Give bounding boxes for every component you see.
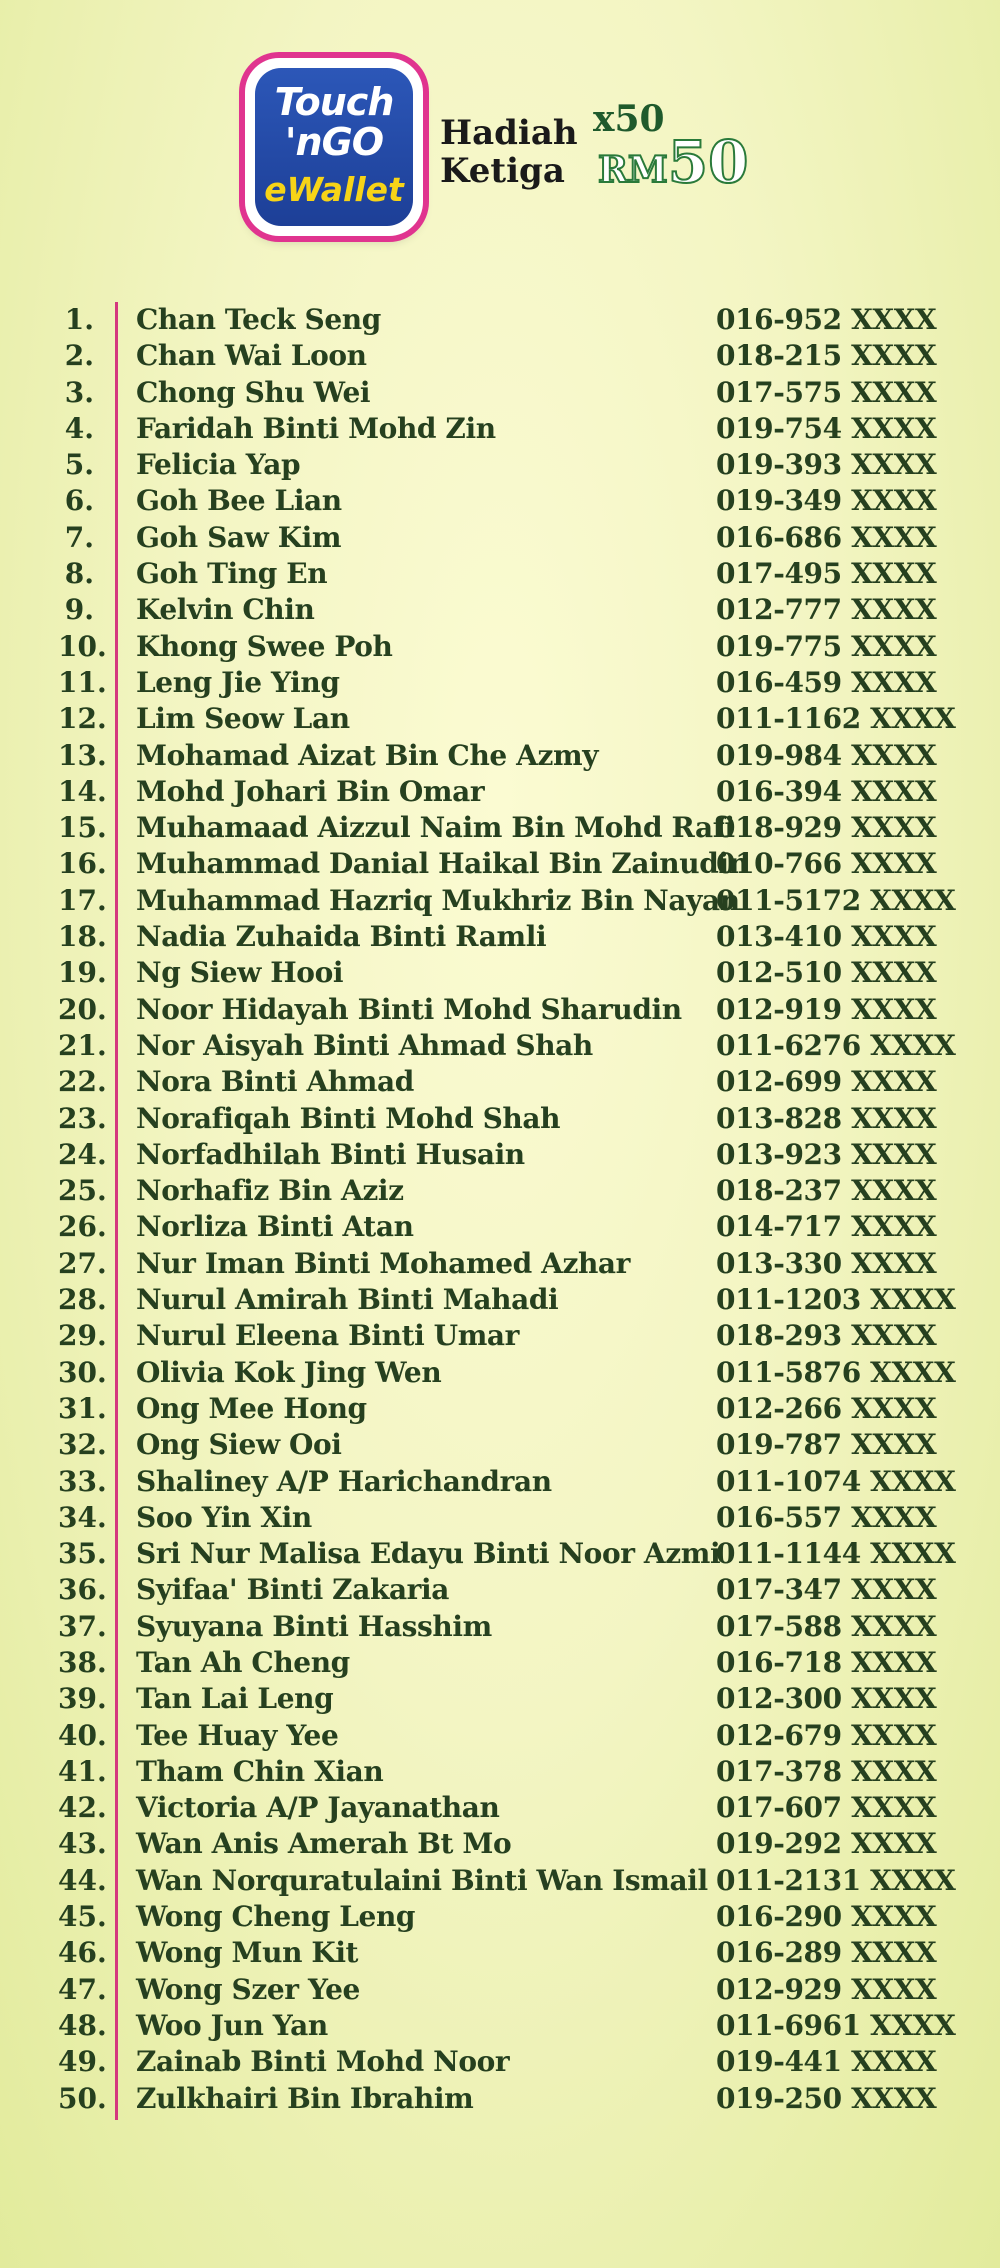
winner-number: 30. xyxy=(58,1355,107,1389)
winner-name: Felicia Yap xyxy=(136,448,301,482)
winner-phone: 019-393 XXXX xyxy=(716,448,937,482)
winner-number: 3. xyxy=(64,375,94,409)
winner-row xyxy=(0,919,1000,955)
winner-number: 4. xyxy=(64,411,94,445)
winner-number: 33. xyxy=(58,1464,107,1498)
winner-phone: 018-237 XXXX xyxy=(716,1174,937,1208)
winner-name: Norafiqah Binti Mohd Shah xyxy=(136,1101,561,1135)
winner-number: 32. xyxy=(58,1428,107,1462)
winner-phone: 013-410 XXXX xyxy=(716,920,937,954)
winner-row xyxy=(0,1282,1000,1318)
winner-number: 17. xyxy=(58,883,107,917)
winner-number: 22. xyxy=(58,1065,107,1099)
winner-row xyxy=(0,992,1000,1028)
winner-phone: 018-215 XXXX xyxy=(716,339,937,373)
winner-phone: 014-717 XXXX xyxy=(716,1210,937,1244)
winner-phone: 016-557 XXXX xyxy=(716,1500,937,1534)
winner-number: 6. xyxy=(64,484,94,518)
winner-number: 18. xyxy=(58,920,107,954)
winner-row xyxy=(0,1609,1000,1645)
winner-number: 9. xyxy=(64,593,94,627)
winner-number: 50. xyxy=(58,2081,107,2115)
winner-number: 25. xyxy=(58,1174,107,1208)
prize-amount xyxy=(598,128,749,196)
winner-row xyxy=(0,1173,1000,1209)
winner-phone: 013-330 XXXX xyxy=(716,1246,937,1280)
winner-name: Nur Iman Binti Mohamed Azhar xyxy=(136,1246,631,1280)
touch-n-go-ewallet-logo xyxy=(245,58,423,236)
winner-row xyxy=(0,1681,1000,1717)
winner-phone: 013-828 XXXX xyxy=(716,1101,937,1135)
winner-name: Muhamaad Aizzul Naim Bin Mohd Rafi xyxy=(136,811,735,845)
winner-name: Syifaa' Binti Zakaria xyxy=(136,1573,450,1607)
winner-row xyxy=(0,2081,1000,2117)
winner-row xyxy=(0,1427,1000,1463)
winner-name: Goh Saw Kim xyxy=(136,520,342,554)
winner-name: Norliza Binti Atan xyxy=(136,1210,414,1244)
winner-name: Nadia Zuhaida Binti Ramli xyxy=(136,920,547,954)
winner-number: 10. xyxy=(58,629,107,663)
winner-number: 47. xyxy=(58,1972,107,2006)
winner-phone: 011-5876 XXXX xyxy=(716,1355,956,1389)
winner-row xyxy=(0,955,1000,991)
logo-text-touch: Touch xyxy=(274,80,394,124)
winner-row xyxy=(0,1101,1000,1137)
winner-row xyxy=(0,665,1000,701)
winner-name: Nora Binti Ahmad xyxy=(136,1065,414,1099)
winner-number: 28. xyxy=(58,1283,107,1317)
winner-name: Goh Ting En xyxy=(136,557,328,591)
winner-row xyxy=(0,302,1000,338)
winner-list xyxy=(0,302,1000,2117)
winner-number: 35. xyxy=(58,1537,107,1571)
winner-phone: 019-441 XXXX xyxy=(716,2045,937,2079)
winner-number: 13. xyxy=(58,738,107,772)
winner-number: 8. xyxy=(64,557,94,591)
logo-text-ngo: 'nGO xyxy=(284,120,384,164)
winner-name: Zainab Binti Mohd Noor xyxy=(136,2045,510,2079)
winner-number: 41. xyxy=(58,1754,107,1788)
winner-number: 5. xyxy=(64,448,94,482)
winner-row xyxy=(0,1209,1000,1245)
winner-row xyxy=(0,1826,1000,1862)
winner-phone: 011-6276 XXXX xyxy=(716,1028,956,1062)
winner-phone: 019-984 XXXX xyxy=(716,738,937,772)
winner-phone: 016-459 XXXX xyxy=(716,665,937,699)
winner-row xyxy=(0,1028,1000,1064)
winner-number: 23. xyxy=(58,1101,107,1135)
winner-phone: 011-5172 XXXX xyxy=(716,883,956,917)
winner-row xyxy=(0,1899,1000,1935)
winner-name: Mohd Johari Bin Omar xyxy=(136,774,485,808)
winner-name: Mohamad Aizat Bin Che Azmy xyxy=(136,738,599,772)
winner-phone: 011-1144 XXXX xyxy=(716,1537,956,1571)
winner-phone: 012-266 XXXX xyxy=(716,1391,937,1425)
winner-row xyxy=(0,1355,1000,1391)
winner-phone: 012-510 XXXX xyxy=(716,956,937,990)
winner-name: Chan Teck Seng xyxy=(136,303,381,336)
winner-number: 45. xyxy=(58,1900,107,1934)
winner-row xyxy=(0,1318,1000,1354)
winner-number: 37. xyxy=(58,1609,107,1643)
winner-name: Syuyana Binti Hasshim xyxy=(136,1609,492,1643)
winner-phone: 016-718 XXXX xyxy=(716,1645,937,1679)
winner-name: Wan Anis Amerah Bt Mo xyxy=(136,1827,512,1861)
winner-phone: 011-1074 XXXX xyxy=(716,1464,956,1498)
winner-number: 14. xyxy=(58,774,107,808)
winner-phone: 010-766 XXXX xyxy=(716,847,937,881)
winner-number: 43. xyxy=(58,1827,107,1861)
winner-name: Chan Wai Loon xyxy=(136,339,367,373)
winner-number: 48. xyxy=(58,2008,107,2042)
winner-name: Tee Huay Yee xyxy=(136,1718,339,1752)
winner-number: 24. xyxy=(58,1137,107,1171)
winner-name: Ng Siew Hooi xyxy=(136,956,344,990)
winner-phone: 012-699 XXXX xyxy=(716,1065,937,1099)
winner-phone: 011-2131 XXXX xyxy=(716,1863,956,1897)
winner-number: 34. xyxy=(58,1500,107,1534)
winner-name: Ong Siew Ooi xyxy=(136,1428,342,1462)
winner-name: Wong Szer Yee xyxy=(136,1972,360,2006)
winner-name: Woo Jun Yan xyxy=(136,2008,328,2042)
winner-row xyxy=(0,483,1000,519)
logo-badge xyxy=(255,68,413,226)
prize-currency: RM xyxy=(598,149,668,191)
winner-row xyxy=(0,883,1000,919)
winner-number: 11. xyxy=(58,665,107,699)
winner-name: Tan Ah Cheng xyxy=(136,1645,350,1679)
winner-row xyxy=(0,338,1000,374)
winner-name: Olivia Kok Jing Wen xyxy=(136,1355,442,1389)
winner-number: 27. xyxy=(58,1246,107,1280)
winner-row xyxy=(0,447,1000,483)
winner-name: Tham Chin Xian xyxy=(136,1754,384,1788)
winner-number: 16. xyxy=(58,847,107,881)
winner-row xyxy=(0,701,1000,737)
winner-name: Wong Mun Kit xyxy=(136,1936,359,1970)
header xyxy=(0,0,1000,260)
winner-number: 36. xyxy=(58,1573,107,1607)
winner-name: Muhammad Hazriq Mukhriz Bin Nayan xyxy=(136,883,740,917)
winner-name: Sri Nur Malisa Edayu Binti Noor Azmi xyxy=(136,1537,721,1571)
logo-text-ewallet: eWallet xyxy=(264,170,404,209)
winner-row xyxy=(0,1645,1000,1681)
winner-row xyxy=(0,411,1000,447)
winner-phone: 013-923 XXXX xyxy=(716,1137,937,1171)
winner-number: 40. xyxy=(58,1718,107,1752)
prize-title-line1: Hadiah xyxy=(440,113,578,153)
winner-row xyxy=(0,846,1000,882)
winner-number: 31. xyxy=(58,1391,107,1425)
winner-name: Nor Aisyah Binti Ahmad Shah xyxy=(136,1028,593,1062)
winner-number: 19. xyxy=(58,956,107,990)
winner-name: Noor Hidayah Binti Mohd Sharudin xyxy=(136,992,682,1026)
winner-name: Nurul Eleena Binti Umar xyxy=(136,1319,520,1353)
prize-title xyxy=(440,114,578,190)
winner-name: Leng Jie Ying xyxy=(136,665,340,699)
winner-name: Victoria A/P Jayanathan xyxy=(136,1791,500,1825)
winner-phone: 017-607 XXXX xyxy=(716,1791,937,1825)
winner-row xyxy=(0,592,1000,628)
winner-name: Wan Norquratulaini Binti Wan Ismail xyxy=(136,1863,708,1897)
winner-phone: 019-754 XXXX xyxy=(716,411,937,445)
winner-phone: 012-777 XXXX xyxy=(716,593,937,627)
winner-row xyxy=(0,1863,1000,1899)
winner-phone: 012-679 XXXX xyxy=(716,1718,937,1752)
winner-row xyxy=(0,629,1000,665)
winner-phone: 017-495 XXXX xyxy=(716,557,937,591)
winner-name: Zulkhairi Bin Ibrahim xyxy=(136,2081,474,2115)
winner-row xyxy=(0,1500,1000,1536)
winner-row xyxy=(0,1572,1000,1608)
prize-value: 50 xyxy=(667,128,749,196)
winner-phone: 016-686 XXXX xyxy=(716,520,937,554)
winner-phone: 016-952 XXXX xyxy=(716,303,937,336)
winner-number: 44. xyxy=(58,1863,107,1897)
prize-count: x50 xyxy=(593,98,665,140)
winner-phone: 019-349 XXXX xyxy=(716,484,937,518)
winner-row xyxy=(0,1935,1000,1971)
winner-row xyxy=(0,375,1000,411)
winner-name: Wong Cheng Leng xyxy=(136,1900,416,1934)
winner-number: 15. xyxy=(58,811,107,845)
winner-name: Chong Shu Wei xyxy=(136,375,371,409)
winner-number: 49. xyxy=(58,2045,107,2079)
winner-phone: 012-929 XXXX xyxy=(716,1972,937,2006)
winner-phone: 019-292 XXXX xyxy=(716,1827,937,1861)
winner-number: 42. xyxy=(58,1791,107,1825)
winner-row xyxy=(0,1064,1000,1100)
winner-name: Nurul Amirah Binti Mahadi xyxy=(136,1283,559,1317)
winner-number: 7. xyxy=(64,520,94,554)
winner-number: 12. xyxy=(58,702,107,736)
winner-name: Lim Seow Lan xyxy=(136,702,350,736)
winner-row xyxy=(0,556,1000,592)
winner-row xyxy=(0,1137,1000,1173)
winner-number: 21. xyxy=(58,1028,107,1062)
winner-name: Soo Yin Xin xyxy=(136,1500,312,1534)
winner-phone: 017-378 XXXX xyxy=(716,1754,937,1788)
winner-number: 39. xyxy=(58,1682,107,1716)
winner-number: 29. xyxy=(58,1319,107,1353)
winner-name: Muhammad Danial Haikal Bin Zainudin xyxy=(136,847,749,881)
winner-row xyxy=(0,1718,1000,1754)
winner-row xyxy=(0,2044,1000,2080)
winner-phone: 011-1203 XXXX xyxy=(716,1283,956,1317)
winner-row xyxy=(0,520,1000,556)
prize-title-line2: Ketiga xyxy=(440,151,565,191)
winner-phone: 018-929 XXXX xyxy=(716,811,937,845)
winner-number: 38. xyxy=(58,1645,107,1679)
winner-row xyxy=(0,1972,1000,2008)
winner-phone: 016-289 XXXX xyxy=(716,1936,937,1970)
winner-phone: 012-919 XXXX xyxy=(716,992,937,1026)
winner-phone: 017-575 XXXX xyxy=(716,375,937,409)
winner-number: 46. xyxy=(58,1936,107,1970)
winner-name: Tan Lai Leng xyxy=(136,1682,334,1716)
winner-phone: 019-250 XXXX xyxy=(716,2081,937,2115)
winner-name: Ong Mee Hong xyxy=(136,1391,367,1425)
winner-name: Faridah Binti Mohd Zin xyxy=(136,411,496,445)
winner-number: 26. xyxy=(58,1210,107,1244)
winner-row xyxy=(0,1464,1000,1500)
winner-row xyxy=(0,738,1000,774)
winner-name: Shaliney A/P Harichandran xyxy=(136,1464,552,1498)
winner-name: Khong Swee Poh xyxy=(136,629,393,663)
winner-name: Norfadhilah Binti Husain xyxy=(136,1137,525,1171)
winner-row xyxy=(0,2008,1000,2044)
winner-name: Norhafiz Bin Aziz xyxy=(136,1174,404,1208)
winner-phone: 012-300 XXXX xyxy=(716,1682,937,1716)
winner-row xyxy=(0,1790,1000,1826)
winner-row xyxy=(0,1391,1000,1427)
winner-row xyxy=(0,810,1000,846)
winner-phone: 019-775 XXXX xyxy=(716,629,937,663)
winner-row xyxy=(0,1536,1000,1572)
winner-phone: 017-347 XXXX xyxy=(716,1573,937,1607)
winner-row xyxy=(0,1754,1000,1790)
winner-name: Kelvin Chin xyxy=(136,593,315,627)
winner-number: 2. xyxy=(64,339,94,373)
winner-phone: 011-1162 XXXX xyxy=(716,702,956,736)
winner-phone: 016-394 XXXX xyxy=(716,774,937,808)
winner-name: Goh Bee Lian xyxy=(136,484,342,518)
winner-phone: 018-293 XXXX xyxy=(716,1319,937,1353)
winner-phone: 016-290 XXXX xyxy=(716,1900,937,1934)
winner-phone: 011-6961 XXXX xyxy=(716,2008,956,2042)
winner-number: 20. xyxy=(58,992,107,1026)
winner-phone: 019-787 XXXX xyxy=(716,1428,937,1462)
winner-phone: 017-588 XXXX xyxy=(716,1609,937,1643)
winner-row xyxy=(0,774,1000,810)
winner-row xyxy=(0,1246,1000,1282)
winner-number: 1. xyxy=(64,303,94,336)
